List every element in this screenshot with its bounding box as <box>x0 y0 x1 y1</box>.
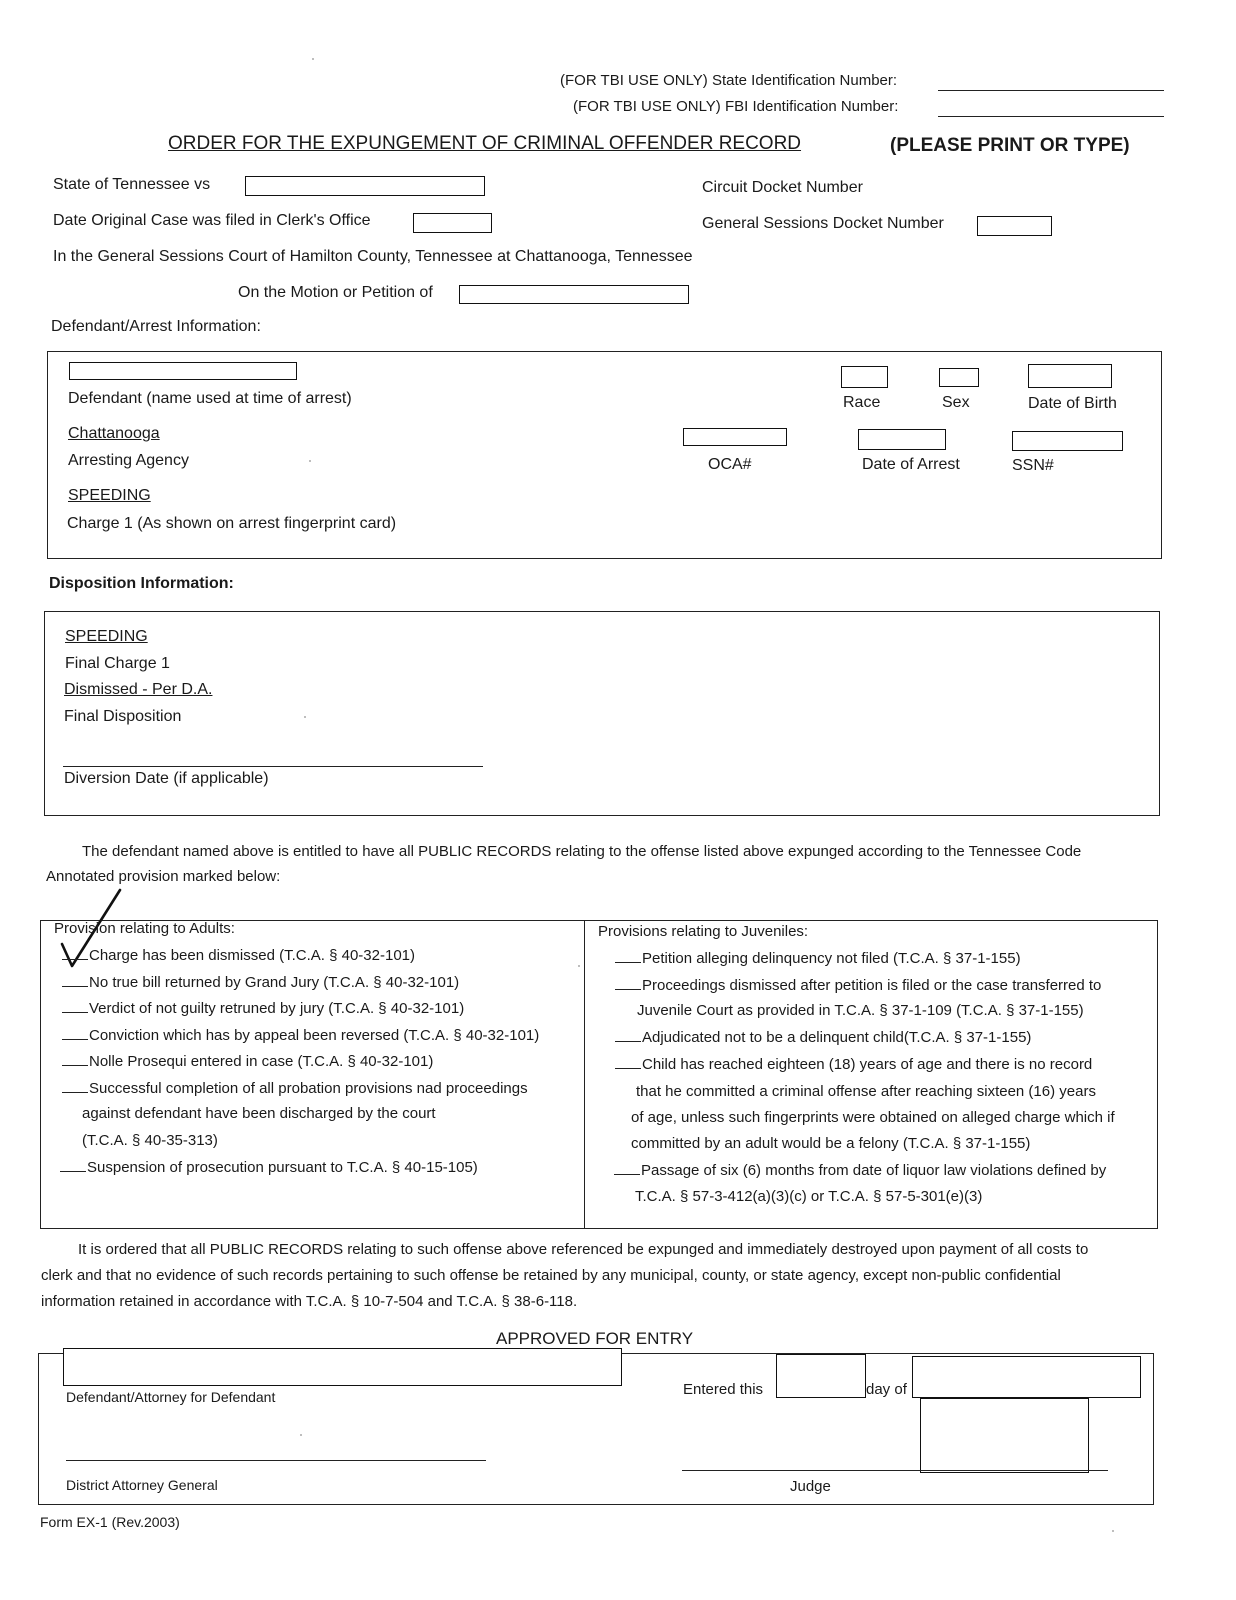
adult-item-5 <box>62 1053 433 1070</box>
final-disposition-value: Dismissed - Per D.A. <box>64 681 213 698</box>
order-line-2: clerk and that no evidence of such records pertaining to such offense be retained by any municipal, county, or state agency, except non-public confidential <box>41 1267 1061 1284</box>
adult-item-6 <box>62 1080 528 1097</box>
juvenile-item-3-text: Adjudicated not to be a delinquent child(T.C.A. § 37-1-155) <box>642 1029 1032 1046</box>
oca-label: OCA# <box>708 456 752 473</box>
date-filed-redaction <box>413 213 492 233</box>
final-charge-value: SPEEDING <box>65 628 148 645</box>
order-line-1: It is ordered that all PUBLIC RECORDS relating to such offense above referenced be expunged and immediately destroyed upon payment of all costs to <box>78 1241 1089 1258</box>
adult-item-2 <box>62 974 459 991</box>
juvenile-item-1-text: Petition alleging delinquency not filed (T.C.A. § 37-1-155) <box>642 950 1021 967</box>
gs-docket-redaction <box>977 216 1052 236</box>
provisions-divider <box>584 920 585 1229</box>
juvenile-item-4-text: Child has reached eighteen (18) years of age and there is no record <box>642 1056 1093 1073</box>
adult-item-3 <box>62 1000 464 1017</box>
scan-speck <box>578 965 580 967</box>
adult-item-1-text: Charge has been dismissed (T.C.A. § 40-32-101) <box>89 947 416 964</box>
juvenile-item-4-cont-2: of age, unless such fingerprints were obtained on alleged charge which if <box>631 1109 1115 1126</box>
juvenile-item-5 <box>614 1162 1106 1179</box>
juvenile-heading: Provisions relating to Juveniles: <box>598 923 809 940</box>
attorney-signature-redaction <box>63 1348 622 1386</box>
juvenile-item-2-text: Proceedings dismissed after petition is filed or the case transferred to <box>642 977 1102 994</box>
entitlement-line-1: The defendant named above is entitled to have all PUBLIC RECORDS relating to the offense listed above expunged according to the Tennessee Code <box>82 843 1082 860</box>
gs-docket-label: General Sessions Docket Number <box>702 215 944 232</box>
agency-value: Chattanooga <box>68 425 160 442</box>
adult-item-6-text: Successful completion of all probation provisions nad proceedings <box>89 1080 528 1097</box>
form-id: Form EX-1 (Rev.2003) <box>40 1514 180 1530</box>
charge-value: SPEEDING <box>68 487 151 504</box>
juvenile-item-1 <box>615 950 1021 967</box>
entered-day-redaction <box>776 1354 866 1398</box>
oca-redaction <box>683 428 787 446</box>
state-id-label: (FOR TBI USE ONLY) State Identification Number: <box>560 72 898 89</box>
judge-signature-redaction <box>920 1398 1089 1473</box>
arrest-date-label: Date of Arrest <box>862 456 960 473</box>
juvenile-item-4-cont-3: committed by an adult would be a felony (T.C.A. § 37-1-155) <box>631 1135 1031 1152</box>
da-label: District Attorney General <box>66 1477 218 1493</box>
order-line-3: information retained in accordance with T.C.A. § 10-7-504 and T.C.A. § 38-6-118. <box>41 1293 578 1310</box>
arrest-date-redaction <box>858 429 946 450</box>
date-filed-label: Date Original Case was filed in Clerk's Office <box>53 212 371 229</box>
adult-item-6-cont-1: against defendant have been discharged by the court <box>82 1105 436 1122</box>
fbi-id-label: (FOR TBI USE ONLY) FBI Identification Number: <box>573 98 899 115</box>
state-id-line <box>938 90 1164 91</box>
motion-label: On the Motion or Petition of <box>238 284 433 301</box>
scan-speck <box>304 716 306 718</box>
final-disposition-label: Final Disposition <box>64 708 182 725</box>
adult-item-3-text: Verdict of not guilty retruned by jury (T.C.A. § 40-32-101) <box>89 1000 465 1017</box>
adult-heading: Provision relating to Adults: <box>54 920 235 937</box>
approved-heading: APPROVED FOR ENTRY <box>496 1329 694 1348</box>
fbi-id-line <box>938 116 1164 117</box>
adult-item-7 <box>60 1159 478 1176</box>
scan-speck <box>312 58 314 60</box>
defendant-arrest-name-redaction <box>69 362 297 380</box>
juvenile-item-2 <box>615 977 1101 994</box>
diversion-label: Diversion Date (if applicable) <box>64 770 269 787</box>
final-charge-label: Final Charge 1 <box>65 655 170 672</box>
scan-speck <box>1112 1530 1114 1532</box>
juvenile-item-5-cont: T.C.A. § 57-3-412(a)(3)(c) or T.C.A. § 57-5-301(e)(3) <box>635 1188 983 1205</box>
dob-redaction <box>1028 364 1112 388</box>
motion-redaction <box>459 285 689 304</box>
juvenile-item-5-text: Passage of six (6) months from date of liquor law violations defined by <box>641 1162 1107 1179</box>
adult-item-4-text: Conviction which has by appeal been reversed (T.C.A. § 40-32-101) <box>89 1027 540 1044</box>
form-title: ORDER FOR THE EXPUNGEMENT OF CRIMINAL OFFENDER RECORD <box>168 133 802 154</box>
diversion-line <box>63 766 483 767</box>
day-of-label: day of <box>866 1381 907 1398</box>
ssn-redaction <box>1012 431 1123 451</box>
race-label: Race <box>843 394 881 411</box>
juvenile-item-2-cont: Juvenile Court as provided in T.C.A. § 37-1-109 (T.C.A. § 37-1-155) <box>637 1002 1084 1019</box>
disposition-section-label: Disposition Information: <box>49 575 234 592</box>
court-line: In the General Sessions Court of Hamilton County, Tennessee at Chattanooga, Tennessee <box>53 248 693 265</box>
juvenile-item-4-cont-1: that he committed a criminal offense after reaching sixteen (16) years <box>636 1083 1096 1100</box>
state-vs-label: State of Tennessee vs <box>53 176 211 193</box>
sex-label: Sex <box>942 394 970 411</box>
entered-this-label: Entered this <box>683 1381 764 1398</box>
ssn-label: SSN# <box>1012 457 1054 474</box>
judge-label: Judge <box>790 1478 831 1495</box>
da-signature-line <box>66 1460 486 1461</box>
entered-month-redaction <box>912 1356 1141 1398</box>
circuit-docket-label: Circuit Docket Number <box>702 179 863 196</box>
juvenile-item-4 <box>615 1056 1092 1073</box>
defendant-attorney-label: Defendant/Attorney for Defendant <box>66 1389 276 1405</box>
adult-item-4 <box>62 1027 539 1044</box>
print-note: (PLEASE PRINT OR TYPE) <box>890 135 1130 156</box>
dob-label: Date of Birth <box>1028 395 1117 412</box>
adult-item-7-text: Suspension of prosecution pursuant to T.C.A. § 40-15-105) <box>87 1159 478 1176</box>
defendant-section-label: Defendant/Arrest Information: <box>51 318 261 335</box>
adult-item-5-text: Nolle Prosequi entered in case (T.C.A. § 40-32-101) <box>89 1053 434 1070</box>
judge-signature-line <box>682 1470 1108 1471</box>
charge-label: Charge 1 (As shown on arrest fingerprint card) <box>67 515 397 532</box>
scan-speck <box>300 1434 302 1436</box>
defendant-name-label: Defendant (name used at time of arrest) <box>68 390 352 407</box>
entitlement-line-2: Annotated provision marked below: <box>46 868 281 885</box>
sex-redaction <box>939 368 979 387</box>
agency-label: Arresting Agency <box>68 452 189 469</box>
adult-item-1 <box>62 947 415 964</box>
juvenile-item-3 <box>615 1029 1031 1046</box>
defendant-name-redaction <box>245 176 485 196</box>
race-redaction <box>841 366 888 388</box>
adult-item-6-cont-2: (T.C.A. § 40-35-313) <box>82 1132 218 1149</box>
scan-speck <box>309 460 311 462</box>
adult-item-2-text: No true bill returned by Grand Jury (T.C.A. § 40-32-101) <box>89 974 460 991</box>
